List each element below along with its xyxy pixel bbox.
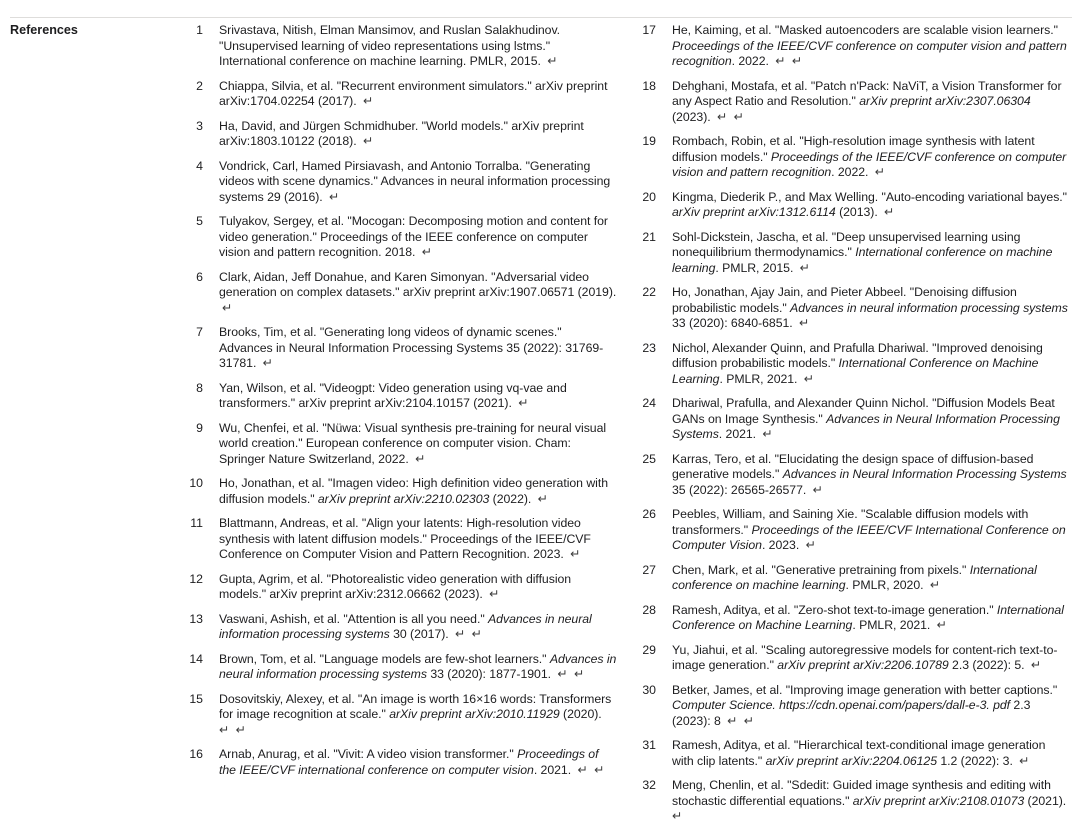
reference-text [672, 341, 1070, 388]
reference-text [672, 643, 1070, 674]
return-icon: ↵ [1015, 753, 1030, 768]
return-icon: ↵ [411, 451, 426, 466]
reference-text [219, 270, 617, 317]
reference-text [219, 23, 617, 70]
return-icon: ↵ [759, 427, 773, 441]
reference-number: 7 [196, 325, 203, 339]
reference-number: 1 [196, 23, 203, 37]
reference-number: 21 [642, 229, 656, 244]
reference-text [672, 79, 1070, 126]
reference-text [672, 23, 1070, 70]
reference-item [612, 563, 1070, 594]
reference-text [219, 159, 617, 206]
return-icon: ↵ [543, 54, 558, 68]
reference-text [219, 612, 617, 643]
return-icon: ↵ [574, 762, 588, 777]
return-icon: ↵ [259, 356, 273, 370]
reference-text-segment: (2013). [835, 205, 878, 219]
reference-text [219, 476, 617, 507]
reference-text [219, 747, 617, 778]
reference-item [159, 612, 617, 643]
return-icon: ↵ [468, 627, 482, 641]
reference-item [612, 79, 1070, 126]
return-icon: ↵ [222, 300, 233, 315]
reference-text-segment: . 2023. [761, 538, 800, 552]
reference-number: 20 [642, 189, 656, 204]
reference-text-segment: 30 (2017). [389, 627, 449, 641]
reference-number: 10 [189, 476, 203, 490]
return-icon: ↵ [359, 134, 374, 148]
reference-text-segment: arXiv preprint arXiv:2108.01073 [852, 793, 1025, 808]
reference-text-segment: Dosovitskiy, Alexey, et al. "An image is worth 16×16 words: Transformers for image recognition at scale." [219, 691, 612, 721]
reference-item [612, 452, 1070, 499]
reference-item [159, 214, 617, 261]
reference-text-segment: Meng, Chenlin, et al. "Sdedit: Guided image synthesis and editing with stochastic differential equations." [672, 778, 1051, 808]
reference-item [159, 119, 617, 150]
reference-text [219, 325, 617, 372]
reference-text-segment: Dhariwal, Prafulla, and Alexander Quinn Nichol. "Diffusion Models Beat GANs on Image Synthesis." [672, 396, 1055, 426]
reference-text-segment: Gupta, Agrim, et al. "Photorealistic video generation with diffusion models." arXiv preprint arXiv:2312.06662 (2023). [219, 571, 572, 601]
reference-item [612, 603, 1070, 634]
reference-item [159, 421, 617, 468]
reference-item [159, 23, 617, 70]
reference-text-segment: International Conference on Machine Learning [672, 356, 1039, 386]
reference-text-segment: Vaswani, Ashish, et al. "Attention is all you need." [219, 611, 489, 626]
reference-item [612, 134, 1070, 181]
reference-item [612, 190, 1070, 221]
reference-text-segment: Ha, David, and Jürgen Schmidhuber. "World models." arXiv preprint arXiv:1803.10122 (2018). [219, 118, 584, 148]
reference-text-segment: Advances in Neural Information Processing Systems [672, 411, 1060, 441]
reference-text-segment: (2020). [559, 707, 602, 721]
reference-number: 14 [189, 651, 203, 666]
reference-text [672, 778, 1070, 825]
reference-text [219, 119, 617, 150]
reference-text [672, 738, 1070, 769]
reference-text [219, 652, 617, 683]
reference-number: 8 [196, 380, 203, 395]
reference-text-segment: . 2021. [718, 427, 757, 441]
reference-text-segment: arXiv preprint arXiv:2210.02303 [317, 491, 490, 506]
references-column-left [159, 23, 617, 787]
reference-number: 24 [642, 396, 656, 410]
reference-text-segment: arXiv preprint arXiv:2204.06125 [765, 753, 937, 768]
return-icon: ↵ [730, 109, 744, 124]
reference-text [219, 572, 617, 603]
return-icon: ↵ [485, 587, 500, 601]
reference-item [159, 325, 617, 372]
reference-text-segment: Advances in neural information processing systems [219, 651, 617, 681]
reference-item [612, 285, 1070, 332]
reference-text-segment: . PMLR, 2021. [852, 618, 931, 632]
return-icon: ↵ [723, 713, 738, 728]
reference-text-segment: 2.3 (2022): 5. [948, 658, 1025, 672]
return-icon: ↵ [534, 491, 548, 506]
reference-text [672, 134, 1070, 181]
reference-number: 26 [642, 507, 656, 521]
reference-number: 22 [642, 285, 656, 299]
reference-item [159, 747, 617, 778]
reference-text-segment: Brooks, Tim, et al. "Generating long videos of dynamic scenes." Advances in Neural Information Processing Systems 35 (2022): 31769-31781. [219, 325, 604, 370]
reference-text-segment: International conference on machine learning [672, 562, 1037, 592]
reference-number: 27 [642, 562, 656, 577]
reference-text [672, 507, 1070, 554]
reference-number: 17 [642, 23, 656, 37]
reference-text [672, 190, 1070, 221]
reference-text-segment: Peebles, William, and Saining Xie. "Scalable diffusion models with transformers." [672, 507, 1029, 537]
reference-text-segment: (2022). [489, 491, 532, 506]
reference-text-segment: arXiv preprint arXiv:2010.11929 [389, 707, 560, 721]
reference-text-segment: Chiappa, Silvia, et al. "Recurrent environment simulators." arXiv preprint arXiv:1704.02254 (2017). [219, 78, 608, 108]
reference-number: 4 [196, 158, 203, 173]
reference-text-segment: Proceedings of the IEEE/CVF conference on computer vision and pattern recognition [672, 149, 1067, 179]
return-icon: ↵ [795, 316, 810, 330]
reference-item [612, 738, 1070, 769]
reference-item [159, 476, 617, 507]
reference-number: 30 [642, 682, 656, 697]
return-icon: ↵ [554, 667, 568, 681]
reference-text-segment: International Conference on Machine Learning [672, 602, 1064, 632]
reference-text-segment: Dehghani, Mostafa, et al. "Patch n'Pack: NaViT, a Vision Transformer for any Aspect Ratio and Resolution." [672, 78, 1062, 108]
reference-number: 29 [642, 642, 656, 657]
reference-number: 16 [189, 747, 203, 761]
top-divider [10, 17, 1072, 18]
return-icon: ↵ [1027, 658, 1042, 672]
return-icon: ↵ [570, 667, 585, 681]
reference-text-segment: Sohl-Dickstein, Jascha, et al. "Deep unsupervised learning using nonequilibrium thermodynamics." [672, 229, 1021, 259]
reference-text-segment: arXiv preprint arXiv:2206.10789 [777, 658, 949, 672]
reference-text-segment: Srivastava, Nitish, Elman Mansimov, and Ruslan Salakhudinov. "Unsupervised learning of video representations using lstms." International conference on machine learning. PMLR, 2015. [219, 23, 561, 68]
reference-text-segment: Arnab, Anurag, et al. "Vivit: A video vision transformer." [219, 747, 518, 761]
reference-text [219, 381, 617, 412]
reference-number: 15 [189, 691, 203, 706]
reference-text-segment: Advances in neural information processing systems [790, 300, 1068, 315]
reference-number: 9 [196, 420, 203, 435]
reference-text-segment: Proceedings of the IEEE/CVF international conference on computer vision [219, 747, 599, 777]
reference-text-segment: 35 (2022): 26565-26577. [672, 482, 807, 497]
return-icon: ↵ [359, 94, 374, 108]
return-icon: ↵ [871, 165, 886, 179]
reference-item [159, 79, 617, 110]
reference-text-segment: (2023). [672, 109, 711, 124]
reference-text-segment: Karras, Tero, et al. "Elucidating the design space of diffusion-based generative models." [672, 451, 1034, 481]
reference-text-segment: arXiv preprint arXiv:2307.06304 [859, 94, 1031, 108]
reference-number: 13 [189, 611, 203, 626]
return-icon: ↵ [796, 260, 810, 275]
reference-text-segment: . PMLR, 2015. [715, 260, 794, 275]
return-icon: ↵ [590, 762, 605, 777]
reference-text [672, 683, 1070, 730]
reference-text [219, 214, 617, 261]
return-icon: ↵ [219, 722, 230, 737]
return-icon: ↵ [713, 109, 728, 124]
return-icon: ↵ [788, 54, 803, 68]
reference-text-segment: Computer Science. https://cdn.openai.com/papers/dall-e-3. pdf [672, 698, 1011, 712]
return-icon: ↵ [809, 482, 823, 497]
references-column-right [612, 23, 1070, 834]
reference-text-segment: Kingma, Diederik P., and Max Welling. "Auto-encoding variational bayes." [672, 189, 1067, 204]
reference-item [159, 572, 617, 603]
reference-number: 25 [642, 451, 656, 466]
reference-text [672, 452, 1070, 499]
reference-number: 31 [642, 738, 656, 752]
reference-text-segment: Vondrick, Carl, Hamed Pirsiavash, and Antonio Torralba. "Generating videos with scene dynamics." Advances in neural information processing systems 29 (2016). [219, 158, 611, 204]
reference-text-segment: Chen, Mark, et al. "Generative pretraining from pixels." [672, 562, 970, 577]
reference-text-segment: Brown, Tom, et al. "Language models are few-shot learners." [219, 651, 550, 666]
reference-item [612, 778, 1070, 825]
reference-text-segment: Ho, Jonathan, et al. "Imagen video: High definition video generation with diffusion models." [219, 476, 608, 506]
reference-text-segment: . PMLR, 2021. [719, 371, 798, 386]
reference-text-segment: Yu, Jiahui, et al. "Scaling autoregressive models for content-rich text-to-image generation." [672, 642, 1058, 672]
reference-item [159, 381, 617, 412]
return-icon: ↵ [880, 205, 895, 219]
reference-text-segment: Ho, Jonathan, Ajay Jain, and Pieter Abbeel. "Denoising diffusion probabilistic models." [672, 285, 1017, 315]
reference-text-segment: Ramesh, Aditya, et al. "Hierarchical text-conditional image generation with clip latents." [672, 738, 1046, 768]
reference-text-segment: Nichol, Alexander Quinn, and Prafulla Dhariwal. "Improved denoising diffusion probabilistic models." [672, 340, 1043, 370]
return-icon: ↵ [800, 371, 815, 386]
reference-number: 3 [196, 118, 203, 133]
reference-item [612, 507, 1070, 554]
reference-text-segment: Blattmann, Andreas, et al. "Align your latents: High-resolution video synthesis with latent diffusion models." Proceedings of the IEEE/CVF Conference on Computer Vision and Pattern Recognition. 2023. [219, 516, 591, 561]
reference-text-segment: International conference on machine learning [672, 245, 1053, 275]
reference-text-segment: arXiv preprint arXiv:1312.6114 [672, 205, 836, 219]
reference-item [612, 23, 1070, 70]
reference-number: 23 [642, 340, 656, 355]
reference-text [672, 603, 1070, 634]
return-icon: ↵ [514, 396, 529, 410]
reference-item [159, 692, 617, 739]
reference-text [672, 230, 1070, 277]
return-icon: ↵ [672, 809, 683, 823]
reference-text-segment: . 2022. [831, 165, 869, 179]
reference-number: 18 [642, 78, 656, 93]
reference-number: 19 [642, 134, 656, 148]
reference-number: 6 [196, 269, 203, 284]
reference-text-segment: 2.3 (2023): 8 [672, 698, 1031, 728]
reference-text-segment: . PMLR, 2020. [845, 578, 924, 592]
reference-item [159, 159, 617, 206]
reference-number: 2 [196, 78, 203, 93]
return-icon: ↵ [926, 578, 941, 592]
reference-text [219, 79, 617, 110]
reference-text-segment: He, Kaiming, et al. "Masked autoencoders are scalable vision learners." [672, 23, 1058, 37]
reference-item [612, 643, 1070, 674]
reference-text [672, 285, 1070, 332]
reference-text-segment: 1.2 (2022): 3. [937, 753, 1013, 768]
reference-item [612, 683, 1070, 730]
return-icon: ↵ [802, 538, 816, 552]
reference-number: 12 [189, 571, 203, 586]
return-icon: ↵ [232, 722, 246, 737]
reference-item [612, 396, 1070, 443]
section-label-references: References [10, 23, 78, 37]
reference-text-segment: 33 (2020): 6840-6851. [672, 316, 793, 330]
return-icon: ↵ [771, 54, 786, 68]
reference-item [159, 270, 617, 317]
reference-text-segment: Advances in Neural Information Processing Systems [782, 467, 1067, 481]
reference-text-segment: Proceedings of the IEEE/CVF conference on computer vision and pattern recognition [672, 38, 1067, 68]
reference-text-segment: Proceedings of the IEEE/CVF International Conference on Computer Vision [672, 522, 1066, 552]
reference-text-segment: Betker, James, et al. "Improving image generation with better captions." [672, 682, 1058, 697]
reference-number: 5 [196, 214, 203, 228]
reference-text-segment: . 2021. [533, 762, 572, 777]
reference-text-segment: Clark, Aidan, Jeff Donahue, and Karen Simonyan. "Adversarial video generation on complex datasets." arXiv preprint arXiv:1907.06571 (2019). [219, 269, 617, 299]
reference-item [159, 652, 617, 683]
reference-number: 28 [642, 602, 656, 617]
return-icon: ↵ [566, 547, 581, 561]
reference-item [612, 230, 1070, 277]
return-icon: ↵ [418, 245, 433, 259]
reference-number: 32 [642, 778, 656, 792]
reference-text [672, 396, 1070, 443]
return-icon: ↵ [325, 189, 340, 204]
reference-text-segment: Advances in neural information processing systems [219, 611, 592, 641]
reference-text-segment: Yan, Wilson, et al. "Videogpt: Video generation using vq-vae and transformers." arXiv preprint arXiv:2104.10157 (2021). [219, 380, 567, 410]
reference-text-segment: Tulyakov, Sergey, et al. "Mocogan: Decomposing motion and content for video generation." Proceedings of the IEEE conference on computer vision and pattern recognition. 2018. [219, 214, 608, 259]
reference-number: 11 [190, 516, 203, 530]
reference-item [612, 341, 1070, 388]
reference-text-segment: Rombach, Robin, et al. "High-resolution image synthesis with latent diffusion models." [672, 134, 1035, 164]
reference-text-segment: (2021). [1024, 793, 1067, 808]
return-icon: ↵ [933, 618, 947, 632]
return-icon: ↵ [451, 627, 466, 641]
return-icon: ↵ [740, 713, 755, 728]
reference-text-segment: Wu, Chenfei, et al. "Nüwa: Visual synthesis pre-training for neural visual world creation." European conference on computer vision. Cham: Springer Nature Switzerland, 2022. [219, 420, 607, 466]
reference-text-segment: . 2022. [731, 54, 769, 68]
reference-text [219, 692, 617, 739]
reference-text-segment: 33 (2020): 1877-1901. [426, 667, 551, 681]
reference-item [159, 516, 617, 563]
reference-text-segment: Ramesh, Aditya, et al. "Zero-shot text-to-image generation." [672, 602, 997, 617]
reference-text [219, 516, 617, 563]
reference-text [672, 563, 1070, 594]
reference-text [219, 421, 617, 468]
